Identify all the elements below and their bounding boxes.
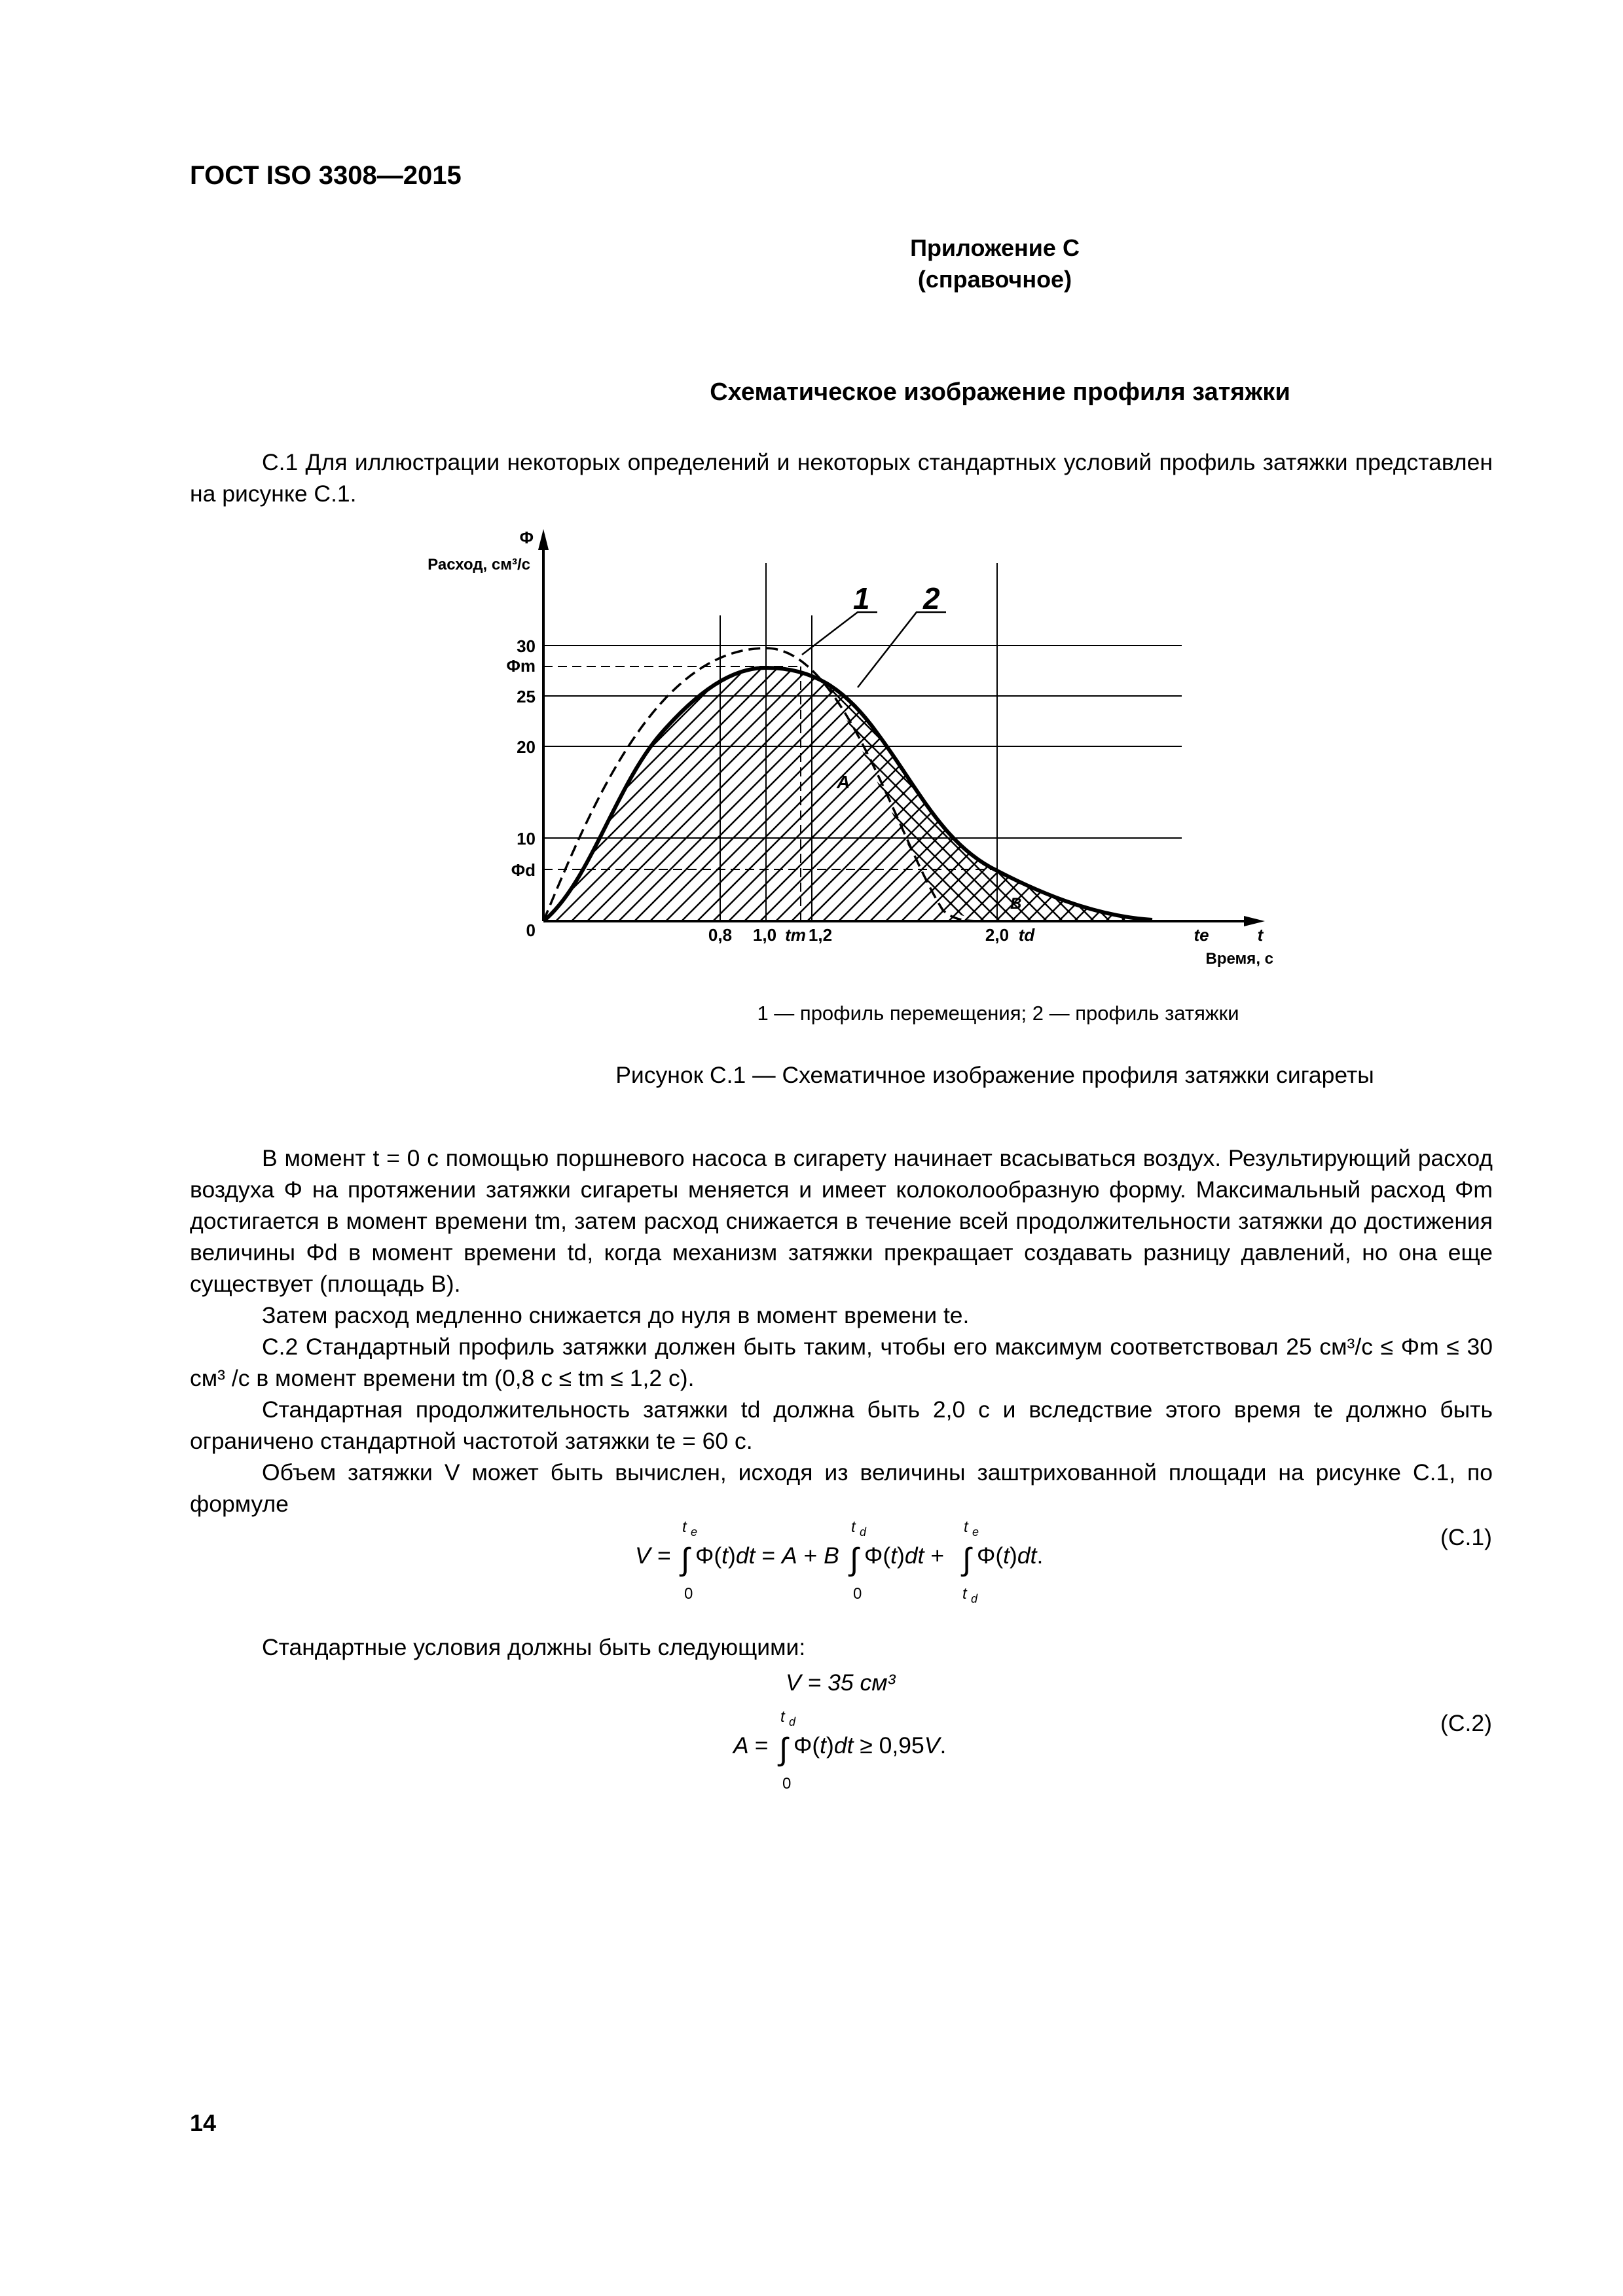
x-tick-te: te xyxy=(1194,925,1209,945)
svg-text:∫: ∫ xyxy=(681,1542,690,1577)
x-tick-tm: tm xyxy=(785,925,806,945)
puff-profile-figure xyxy=(393,524,1309,995)
svg-text:t: t xyxy=(962,1585,967,1603)
area-a-label: A xyxy=(837,772,850,792)
appendix-title: Приложение С xyxy=(910,234,1080,261)
y-tick-10: 10 xyxy=(517,829,536,848)
appendix-subtitle: (справочное) xyxy=(917,266,1072,293)
section-title: Схематическое изображение профиля затяжки xyxy=(710,378,1290,406)
figure-caption: Рисунок С.1 — Схематичное изображение профиля затяжки сигареты xyxy=(615,1062,1374,1088)
y-axis-arrow xyxy=(538,529,549,550)
svg-text:0: 0 xyxy=(853,1585,862,1603)
y-axis-symbol: Φ xyxy=(519,528,534,547)
paragraph-6: Стандартные условия должны быть следующими: xyxy=(262,1634,806,1660)
paragraph-2: Затем расход медленно снижается до нуля в момент времени te. xyxy=(262,1302,970,1328)
equation-c1-number: (С.1) xyxy=(1440,1524,1492,1550)
y-tick-25: 25 xyxy=(517,687,536,706)
equation-c1 xyxy=(629,1512,1087,1604)
y-tick-0: 0 xyxy=(526,920,536,940)
paragraph-3: С.2 Стандартный профиль затяжки должен быть таким, чтобы его максимум соответствовал 25 см³/с ≤ Φm ≤ 30 см³ /с в момент времени tm (0,8 с ≤ tm ≤ 1,2 с). xyxy=(190,1334,1493,1391)
paragraph-5: Объем затяжки V может быть вычислен, исходя из величины заштрихованной площади на рисунке С.1, по формуле xyxy=(190,1459,1493,1517)
svg-text:A =: A = xyxy=(733,1732,768,1758)
y-axis-label: Расход, см³/с xyxy=(428,556,530,574)
svg-text:t: t xyxy=(780,1708,785,1726)
area-b-label: B xyxy=(1010,895,1022,913)
svg-text:t: t xyxy=(682,1518,687,1536)
page-number: 14 xyxy=(190,2109,217,2136)
callout-2: 2 xyxy=(923,581,940,615)
x-axis-label: Время, с xyxy=(1205,950,1273,968)
svg-text:∫: ∫ xyxy=(850,1542,859,1577)
paragraph-1: В момент t = 0 с помощью поршневого насоса в сигарету начинает всасываться воздух. Результирующий расход воздуха Φ на протяжении затяжки сигареты меняется и имеет колоколообразную форму. Максимальный расход Φm достигается в момент времени tm, затем расход снижается в течение всей продолжительности затяжки до достижения величины Φd в момент времени td, когда механизм затяжки прекращает создавать разницу давлений, но она еще существует (площадь В). xyxy=(190,1145,1493,1297)
svg-text:0: 0 xyxy=(782,1775,792,1793)
paragraph-4: Стандартная продолжительность затяжки td должна быть 2,0 с и вследствие этого время te должно быть ограничено стандартной частотой затяжки te = 60 с. xyxy=(190,1396,1493,1454)
svg-text:d: d xyxy=(971,1592,978,1604)
svg-text:V =: V = xyxy=(635,1542,671,1569)
intro-paragraph: С.1 Для иллюстрации некоторых определений и некоторых стандартных условий профиль затяжки представлен на рисунке С.1. xyxy=(190,449,1493,507)
y-tick-phi-m: Φm xyxy=(506,656,536,676)
svg-text:∫: ∫ xyxy=(962,1542,972,1577)
x-tick-0-8: 0,8 xyxy=(708,925,733,945)
svg-text:e: e xyxy=(691,1525,698,1539)
y-tick-20: 20 xyxy=(517,737,536,757)
appendix-heading xyxy=(183,232,1623,295)
svg-text:t: t xyxy=(851,1518,856,1536)
svg-text:Φ(t)dt = A + B: Φ(t)dt = A + B xyxy=(695,1542,839,1569)
equation-v-value: V = 35 см³ xyxy=(786,1669,896,1696)
y-tick-phi-d: Φd xyxy=(511,860,536,880)
figure-legend: 1 — профиль перемещения; 2 — профиль затяжки xyxy=(757,1002,1239,1025)
callout-1: 1 xyxy=(853,581,870,615)
x-tick-1-2: 1,2 xyxy=(808,925,833,945)
y-tick-30: 30 xyxy=(517,636,536,656)
x-axis-symbol: t xyxy=(1257,925,1264,945)
svg-text:e: e xyxy=(972,1525,979,1539)
svg-text:d: d xyxy=(789,1715,796,1728)
svg-text:Φ(t)dt +: Φ(t)dt + xyxy=(864,1542,945,1569)
x-tick-td: td xyxy=(1018,925,1035,945)
svg-text:t: t xyxy=(964,1518,968,1536)
x-tick-2-0: 2,0 xyxy=(985,925,1010,945)
svg-text:∫: ∫ xyxy=(779,1732,788,1767)
svg-text:Φ(t)dt.: Φ(t)dt. xyxy=(977,1542,1044,1569)
document-header: ГОСТ ISO 3308—2015 xyxy=(190,161,462,190)
svg-text:d: d xyxy=(860,1525,867,1539)
equation-c2-number: (С.2) xyxy=(1440,1710,1492,1736)
svg-text:0: 0 xyxy=(684,1585,693,1603)
callout-lines xyxy=(802,612,946,687)
svg-text:Φ(t)dt ≥ 0,95V.: Φ(t)dt ≥ 0,95V. xyxy=(793,1732,947,1758)
x-tick-1-0: 1,0 xyxy=(752,925,777,945)
equation-c2 xyxy=(727,1702,1054,1794)
